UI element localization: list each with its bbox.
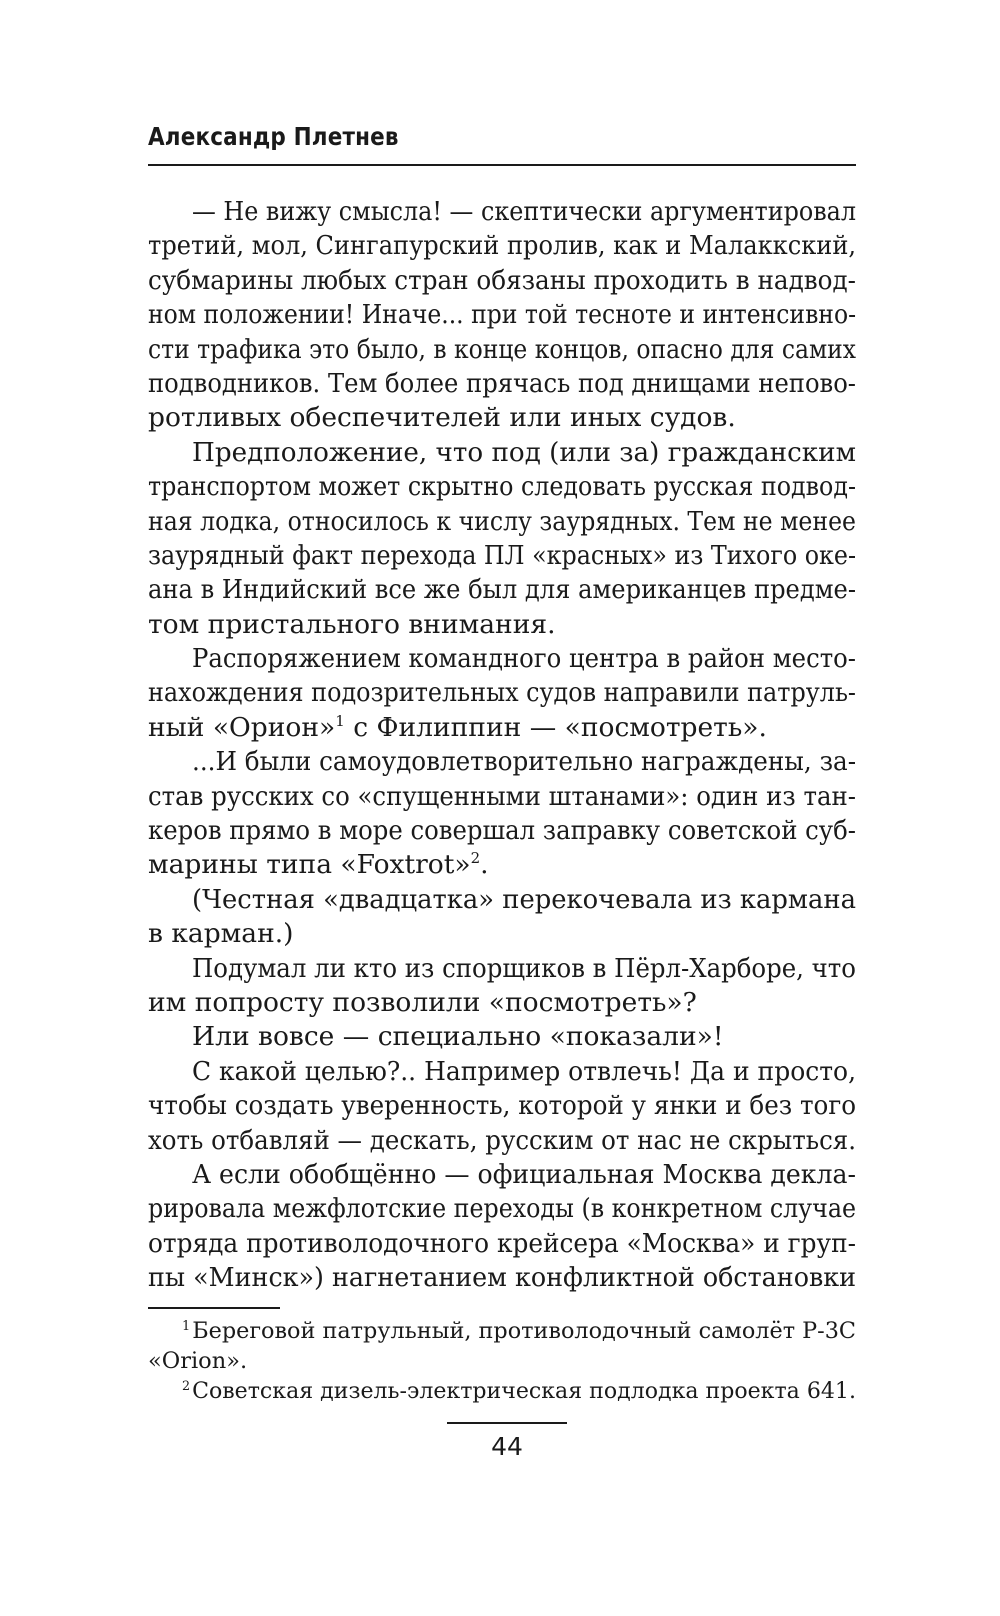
text-line: С какой целью?.. Например отвлечь! Да и просто, bbox=[192, 1055, 857, 1087]
running-title: Александр Плетнев bbox=[148, 122, 399, 151]
text-line: керов прямо в море совершал заправку советской суб- bbox=[148, 815, 857, 847]
text-line: ном положении! Иначе... при той тесноте и интенсивно- bbox=[148, 299, 857, 331]
text-line: сти трафика это было, в конце концов, опасно для самих bbox=[148, 333, 857, 365]
footnote-rule bbox=[148, 1307, 280, 1309]
text-line: ...И были самоудовлетворительно награждены, за- bbox=[192, 746, 857, 778]
text-line: субмарины любых стран обязаны проходить в надвод- bbox=[148, 264, 856, 296]
text-line: рировала межфлотские переходы (в конкретном случае bbox=[148, 1193, 857, 1225]
footnote-marker: 2 bbox=[182, 1379, 191, 1394]
text-line: ная лодка, относилось к числу заурядных. Тем не менее bbox=[148, 505, 857, 537]
footnote-2-line: $^2$Советская дизель-электрическая подлодка проекта 641. bbox=[182, 1378, 856, 1404]
footnote-1-line: $^1$Береговой патрульный, противолодочный самолёт Р-3С bbox=[182, 1318, 857, 1344]
text-line: третий, мол, Сингапурский пролив, как и Малаккский, bbox=[148, 230, 857, 262]
text-line: им попросту позволили «посмотреть»? bbox=[148, 986, 697, 1018]
footnote-ref-1: 1 bbox=[335, 711, 345, 730]
text-line: А если обобщённо — официальная Москва декла- bbox=[192, 1158, 856, 1190]
text-line: Или вовсе — специально «показали»! bbox=[192, 1021, 724, 1053]
text-line: — Не вижу смысла! — скептически аргументировал bbox=[192, 196, 857, 227]
text-line: хоть отбавляй — дескать, русским от нас не скрыться. bbox=[148, 1124, 856, 1156]
text-line: ротливых обеспечителей или иных судов. bbox=[148, 402, 736, 434]
text-line: Распоряжением командного центра в район место- bbox=[192, 643, 857, 675]
text-line: марины типа «Foxtrot»$^2$. bbox=[148, 849, 489, 881]
text-line: Предположение, что под (или за) гражданским bbox=[192, 436, 857, 468]
text-line: в карман.) bbox=[148, 918, 294, 950]
footnotes bbox=[148, 1316, 856, 1406]
text-line: (Честная «двадцатка» перекочевала из кармана bbox=[192, 883, 856, 915]
footnote-1-line: «Orion». bbox=[148, 1348, 248, 1374]
footnote-ref-2: 2 bbox=[470, 849, 481, 868]
text-line: став русских со «спущенными штанами»: один из тан- bbox=[148, 780, 857, 812]
text-line: ный «Орион»$^1$ с Филиппин — «посмотреть». bbox=[148, 711, 767, 743]
text-line: чтобы создать уверенность, которой у янки и без того bbox=[148, 1090, 857, 1122]
text-line: пы «Минск») нагнетанием конфликтной обстановки bbox=[148, 1262, 857, 1294]
page-number-rule bbox=[447, 1422, 567, 1424]
text-line: заурядный факт перехода ПЛ «красных» из Тихого оке- bbox=[148, 539, 857, 571]
text-line: том пристального внимания. bbox=[148, 608, 556, 640]
text-line: отряда противолодочного крейсера «Москва» и груп- bbox=[148, 1227, 856, 1259]
body-text bbox=[148, 195, 856, 1296]
footnote-marker: 1 bbox=[182, 1319, 191, 1334]
text-line: ана в Индийский все же был для американцев предме- bbox=[148, 574, 857, 606]
text-line: транспортом может скрытно следовать русская подвод- bbox=[148, 471, 856, 503]
header-rule bbox=[148, 164, 856, 166]
text-line: подводников. Тем более прячась под днищами непово- bbox=[148, 367, 856, 399]
text-line: нахождения подозрительных судов направили патруль- bbox=[148, 677, 857, 709]
text-line: Подумал ли кто из спорщиков в Пёрл-Харборе, что bbox=[192, 952, 856, 984]
page-number: 44 bbox=[491, 1432, 523, 1461]
